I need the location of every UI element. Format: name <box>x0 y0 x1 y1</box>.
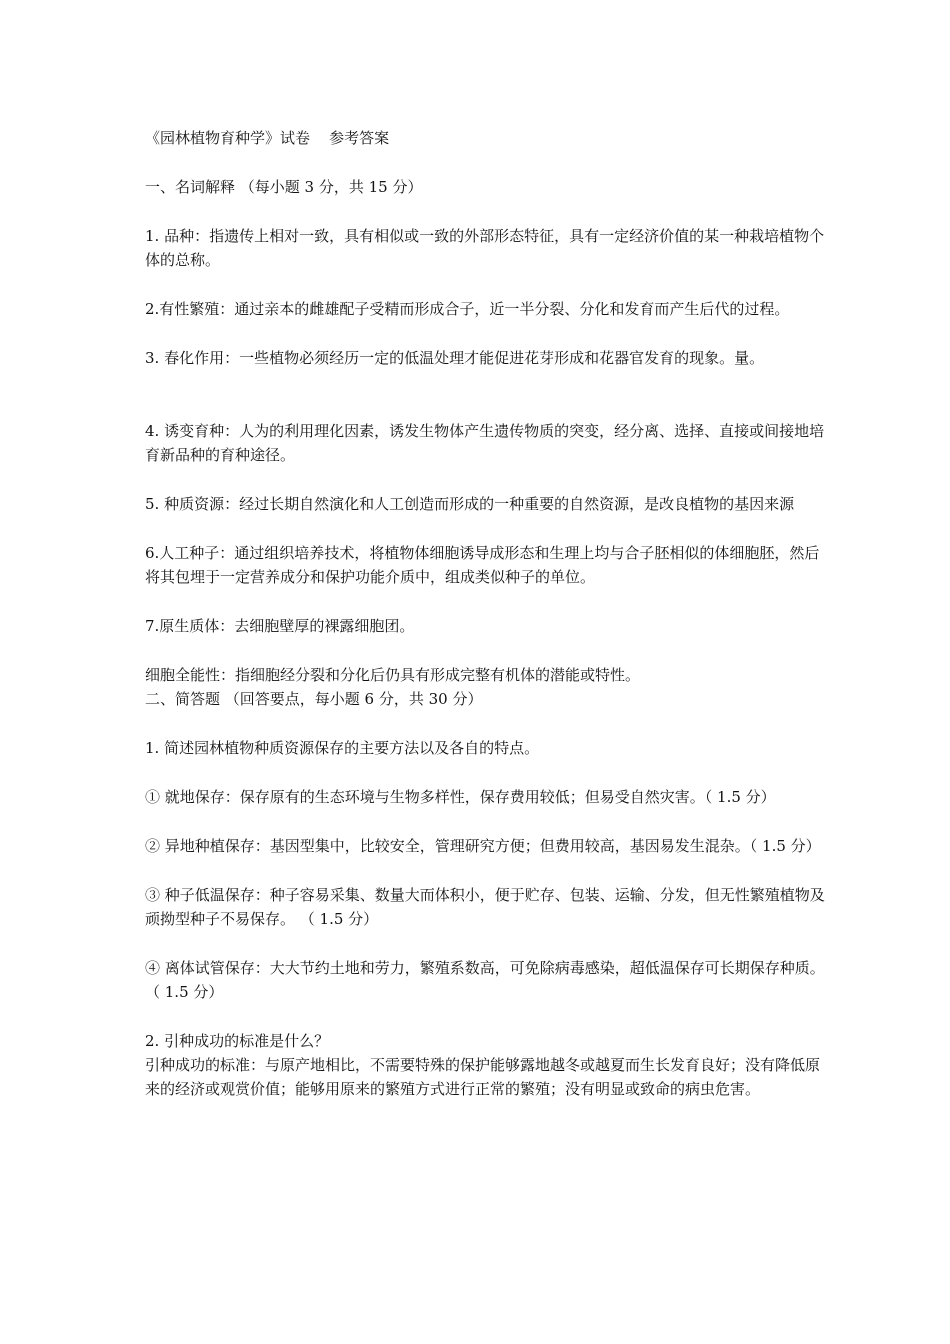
question-1: 1. 简述园林植物种质资源保存的主要方法以及各自的特点。 <box>145 739 540 757</box>
document-title: 《园林植物育种学》试卷 参考答案 <box>145 129 390 147</box>
answer-item: ② 异地种植保存：基因型集中，比较安全，管理研究方便；但费用较高，基因易发生混杂。（ 1.5 分） <box>145 837 821 855</box>
term-item: 1. 品种：指遗传上相对一致，具有相似或一致的外部形态特征，具有一定经济价值的某一种栽培植物个体的总称。 <box>145 227 825 269</box>
document-page <box>145 126 825 1101</box>
term-item: 细胞全能性：指细胞经分裂和分化后仍具有形成完整有机体的潜能或特性。 <box>145 666 641 684</box>
term-item: 5. 种质资源：经过长期自然演化和人工创造而形成的一种重要的自然资源，是改良植物的基因来源 <box>145 495 795 513</box>
term-item: 6.人工种子：通过组织培养技术，将植物体细胞诱导成形态和生理上均与合子胚相似的体细胞胚，然后将其包埋于一定营养成分和保护功能介质中，组成类似种子的单位。 <box>145 544 820 586</box>
section1-heading: 一、名词解释 （每小题 3 分，共 15 分） <box>145 178 423 196</box>
answer-text: 引种成功的标准：与原产地相比，不需要特殊的保护能够露地越冬或越夏而生长发育良好；没有降低原来的经济或观赏价值；能够用原来的繁殖方式进行正常的繁殖；没有明显或致命的病虫危害。 <box>145 1056 821 1098</box>
section2-heading: 二、简答题 （回答要点，每小题 6 分，共 30 分） <box>145 690 483 708</box>
term-item: 7.原生质体：去细胞壁厚的裸露细胞团。 <box>145 617 415 635</box>
term-item: 2.有性繁殖：通过亲本的雌雄配子受精而形成合子，近一半分裂、分化和发育而产生后代的过程。 <box>145 300 790 318</box>
term-item: 4. 诱变育种：人为的利用理化因素，诱发生物体产生遗传物质的突变，经分离、选择、直接或间接地培育新品种的育种途径。 <box>145 422 825 464</box>
answer-item: ④ 离体试管保存：大大节约土地和劳力，繁殖系数高，可免除病毒感染，超低温保存可长期保存种质。（ 1.5 分） <box>145 959 825 1001</box>
answer-item: ① 就地保存：保存原有的生态环境与生物多样性，保存费用较低；但易受自然灾害。（ 1.5 分） <box>145 788 776 806</box>
answer-item: ③ 种子低温保存：种子容易采集、数量大而体积小，便于贮存、包装、运输、分发，但无性繁殖植物及顽拗型种子不易保存。 （ 1.5 分） <box>145 886 825 928</box>
term-item: 3. 春化作用：一些植物必须经历一定的低温处理才能促进花芽形成和花器官发育的现象。量。 <box>145 349 765 367</box>
question-2: 2. 引种成功的标准是什么？ <box>145 1032 330 1050</box>
